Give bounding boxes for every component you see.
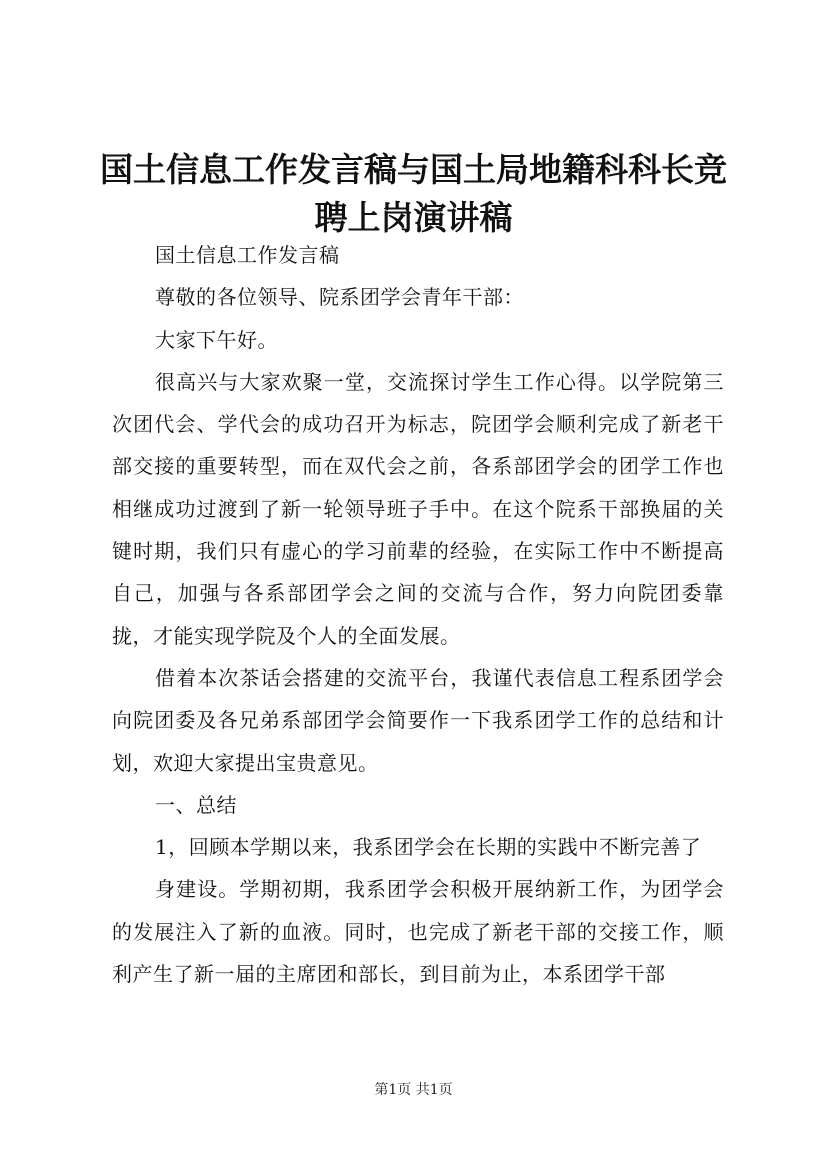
body-paragraph: 1，回顾本学期以来，我系团学会在长期的实践中不断完善了 (155, 835, 702, 860)
subtitle-paragraph: 国土信息工作发言稿 (155, 243, 340, 267)
body-paragraph: 很高兴与大家欢聚一堂，交流探讨学生工作心得。以学院第三次团代会、学代会的成功召开为标志，院团学会顺利完成了新老干部交接的重要转型，而在双代会之前，各系部团学会的团学工作也相继成功过渡到了新一轮领导班子手中。在这个院系干部换届的关键时期，我们只有虚心的学习前辈的经验，在实际工作中不断提高自己，加强与各系部团学会之间的交流与合作，努力向院团委靠拢，才能实现学院及个人的全面发展。 (112, 369, 724, 648)
greeting-paragraph: 大家下午好。 (155, 327, 278, 352)
document-body (112, 234, 724, 995)
body-paragraph: 借着本次茶话会搭建的交流平台，我谨代表信息工程系团学会向院团委及各兄弟系部团学会简要作一下我系团学工作的总结和计划，欢迎大家提出宝贵意见。 (112, 665, 724, 775)
document-title: 国土信息工作发言稿与国土局地籍科科长竞聘上岗演讲稿 (100, 150, 727, 237)
body-paragraph: 身建设。学期初期，我系团学会积极开展纳新工作，为团学会的发展注入了新的血液。同时，也完成了新老干部的交接工作，顺利产生了新一届的主席团和部长，到目前为止，本系团学干部 (112, 877, 724, 987)
section-heading: 一、总结 (155, 792, 237, 817)
page-number-footer: 第1页 共1页 (374, 1082, 453, 1098)
salutation-paragraph: 尊敬的各位领导、院系团学会青年干部： (155, 285, 524, 310)
